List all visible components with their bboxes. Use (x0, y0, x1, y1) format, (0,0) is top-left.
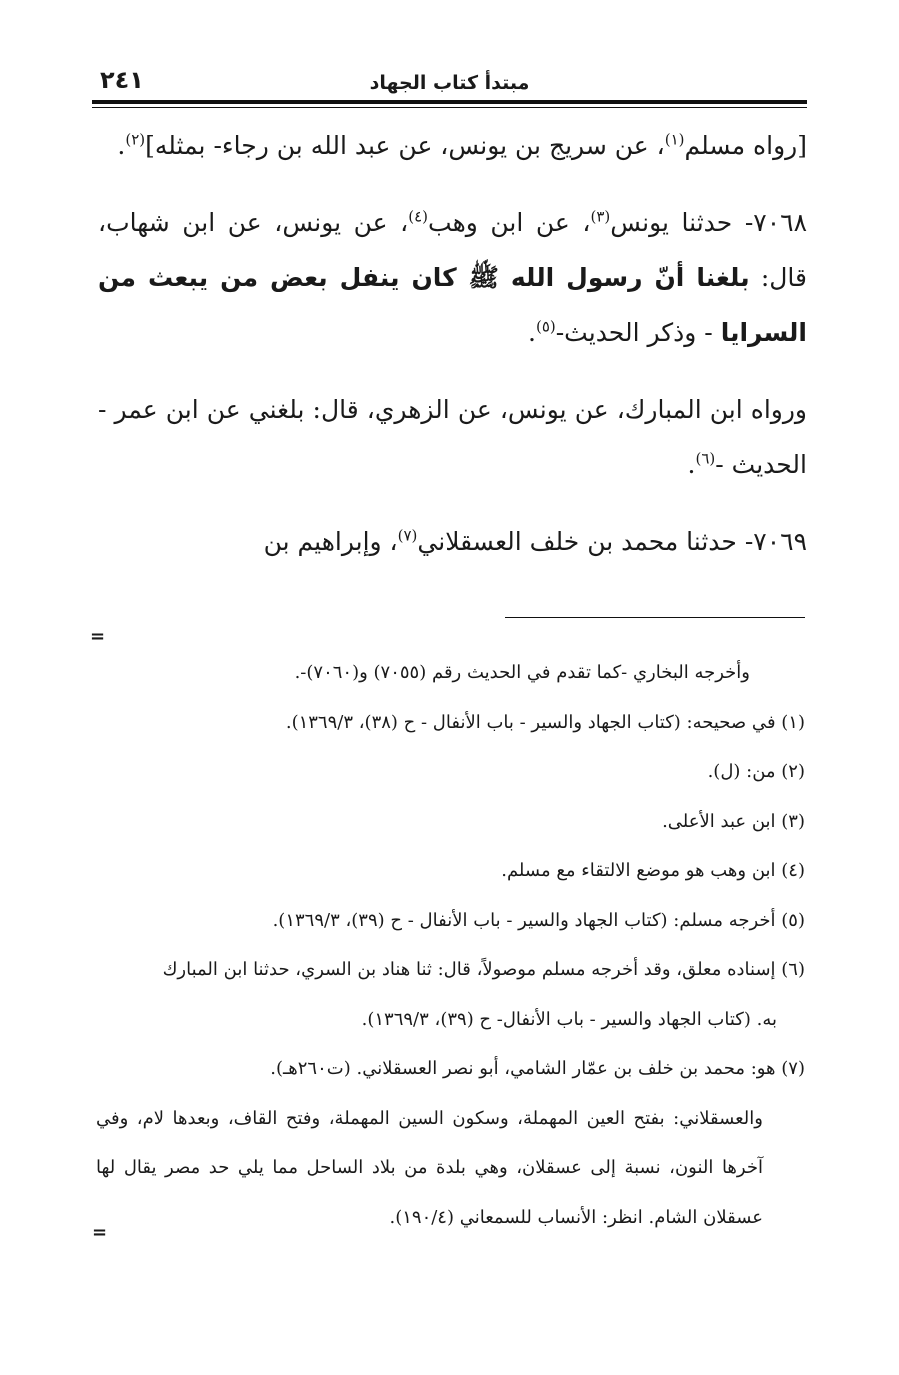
header-rule-thick (92, 100, 807, 104)
continuation-mark-bottom: = (92, 1222, 108, 1243)
footnote-ref-1: (١) (664, 130, 685, 149)
continuation-mark-top: = (90, 626, 106, 647)
footnote-ref-2: (٢) (125, 130, 146, 149)
header-title: مبتدأ كتاب الجهاد (369, 72, 530, 94)
paragraph-ibn-mubarak: ورواه ابن المبارك، عن يونس، عن الزهري، قال: بلغني عن ابن عمر - الحديث -$^{(٦)}$. (98, 395, 807, 479)
footnote-ref-6: (٦) (695, 449, 716, 468)
footnote-5: (٥) أخرجه مسلم: (كتاب الجهاد والسير - باب الأنفال - ح (٣٩)، ١٣٦٩/٣). (272, 909, 805, 931)
footnote-7: (٧) هو: محمد بن خلف بن عمّار الشامي، أبو نصر العسقلاني. (ت٢٦٠هـ). (270, 1058, 805, 1079)
running-header (92, 66, 807, 100)
footnote-separator (505, 617, 805, 618)
footnote-3: (٣) ابن عبد الأعلى. (662, 810, 805, 832)
footnotes (96, 648, 805, 1242)
paragraph-1: [رواه مسلم$^{(١)}$، عن سريج بن يونس، عن عبد الله بن رجاء- بمثله]$^{(٢)}$. (117, 130, 807, 160)
footnote-6: (٦) إسناده معلق، وقد أخرجه مسلم موصولاً، قال: ثنا هناد بن السري، حدثنا ابن المبارك (162, 959, 805, 980)
main-text (98, 118, 807, 591)
hadith-7068: ٧٠٦٨- حدثنا يونس$^{(٣)}$، عن ابن وهب$^{(٤)}$، عن يونس، عن ابن شهاب، قال: بلغنا أنّ رسول الله ﷺ كان ينفل بعض من يبعث من السرايا - وذكر الحديث-$^{(٥)}$. (98, 207, 807, 347)
hadith-matn-bold: بلغنا أنّ رسول الله ﷺ كان ينفل بعض من يبعث من السرايا (98, 263, 807, 347)
footnote-7-note: والعسقلاني: بفتح العين المهملة، وسكون السين المهملة، وفتح القاف، وبعدها لام، وفي آخرها النون، نسبة إلى عسقلان، وهي بلدة من بلاد الساحل مما يلي حد مصر يقال لها عسقلان الشام. انظر: الأنساب للسمعاني (١٩٠/٤). (96, 1107, 763, 1228)
footnote-ref-7: (٧) (397, 526, 418, 545)
page-number: ٢٤١ (100, 66, 144, 94)
footnote-2: (٢) من: (ل). (707, 761, 805, 782)
footnote-ref-3: (٣) (590, 207, 611, 226)
header-rule-thin (92, 107, 807, 108)
footnote-ref-4: (٤) (408, 207, 429, 226)
footnote-carryover: وأخرجه البخاري -كما تقدم في الحديث رقم (٧٠٥٥) و(٧٠٦٠)-. (294, 662, 750, 683)
footnote-4: (٤) ابن وهب هو موضع الالتقاء مع مسلم. (501, 860, 805, 881)
hadith-7069: ٧٠٦٩- حدثنا محمد بن خلف العسقلاني$^{(٧)}$، وإبراهيم بن (263, 526, 807, 556)
footnote-1: (١) في صحيحه: (كتاب الجهاد والسير - باب الأنفال - ح (٣٨)، ١٣٦٩/٣). (285, 711, 805, 733)
footnote-6-continued: به. (كتاب الجهاد والسير - باب الأنفال- ح (٣٩)، ١٣٦٩/٣). (361, 1008, 777, 1030)
footnote-ref-5: (٥) (535, 317, 556, 336)
